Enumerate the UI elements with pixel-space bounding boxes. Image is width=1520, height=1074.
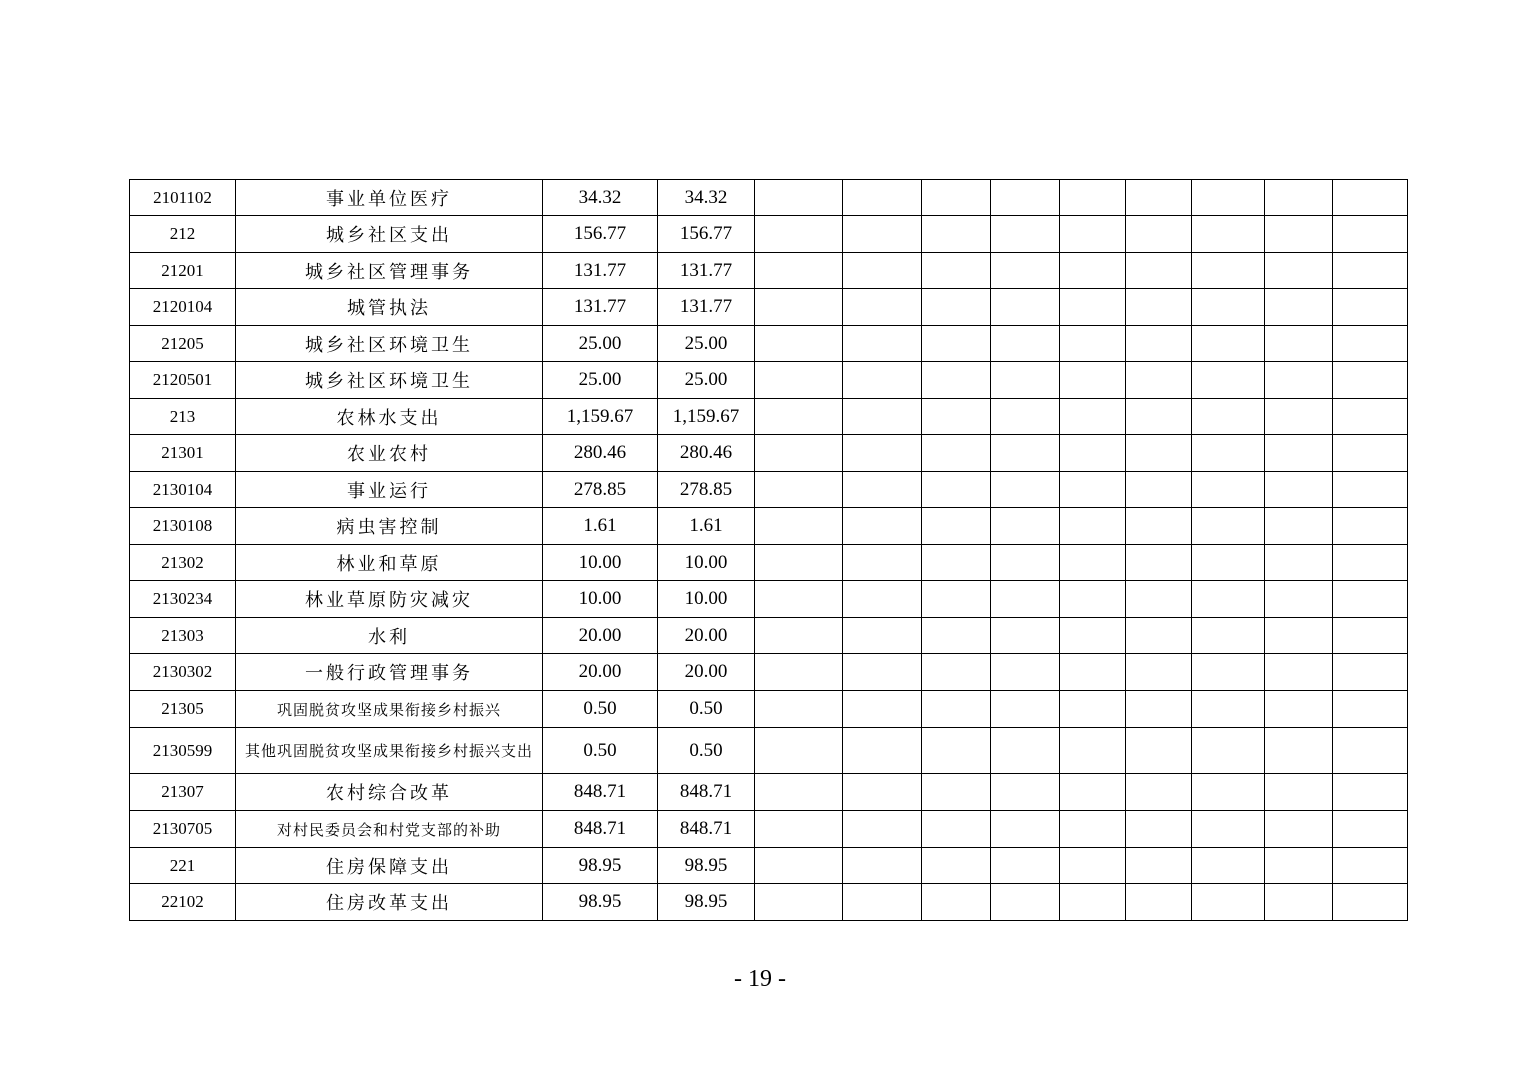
- empty-cell: [1126, 289, 1192, 326]
- basic-cell: 131.77: [658, 289, 755, 326]
- code-cell: 21205: [130, 326, 236, 362]
- empty-cell: [1060, 326, 1126, 362]
- empty-cell: [991, 508, 1060, 545]
- empty-cell: [843, 362, 922, 399]
- total-cell: 98.95: [543, 848, 658, 884]
- empty-cell: [991, 848, 1060, 884]
- code-cell: 2120501: [130, 362, 236, 399]
- empty-cell: [922, 545, 991, 581]
- table-row: [130, 253, 1408, 289]
- empty-cell: [1060, 884, 1126, 921]
- empty-cell: [1265, 581, 1333, 618]
- empty-cell: [843, 289, 922, 326]
- code-cell: 2130104: [130, 472, 236, 508]
- empty-cell: [1192, 253, 1265, 289]
- empty-cell: [1060, 545, 1126, 581]
- empty-cell: [755, 362, 843, 399]
- table-row: [130, 216, 1408, 253]
- code-cell: 2130599: [130, 728, 236, 774]
- basic-cell: 20.00: [658, 618, 755, 654]
- empty-cell: [1333, 618, 1408, 654]
- empty-cell: [843, 811, 922, 848]
- basic-cell: 98.95: [658, 884, 755, 921]
- empty-cell: [755, 848, 843, 884]
- empty-cell: [991, 811, 1060, 848]
- table-row: [130, 618, 1408, 654]
- empty-cell: [1333, 774, 1408, 811]
- name-cell: 一般行政管理事务: [236, 654, 543, 691]
- code-cell: 221: [130, 848, 236, 884]
- total-cell: 0.50: [543, 728, 658, 774]
- table-row: [130, 289, 1408, 326]
- basic-cell: 10.00: [658, 581, 755, 618]
- basic-cell: 848.71: [658, 811, 755, 848]
- table-row: [130, 326, 1408, 362]
- table-row: [130, 508, 1408, 545]
- empty-cell: [755, 618, 843, 654]
- empty-cell: [1192, 180, 1265, 216]
- name-cell: 城乡社区管理事务: [236, 253, 543, 289]
- empty-cell: [922, 618, 991, 654]
- code-cell: 21302: [130, 545, 236, 581]
- code-cell: 21307: [130, 774, 236, 811]
- empty-cell: [1060, 253, 1126, 289]
- empty-cell: [1192, 811, 1265, 848]
- table-row: [130, 472, 1408, 508]
- empty-cell: [1333, 654, 1408, 691]
- name-cell: 农林水支出: [236, 399, 543, 435]
- empty-cell: [1265, 289, 1333, 326]
- name-cell: 林业草原防灾减灾: [236, 581, 543, 618]
- empty-cell: [1126, 728, 1192, 774]
- table-row: [130, 399, 1408, 435]
- total-cell: 98.95: [543, 884, 658, 921]
- basic-cell: 34.32: [658, 180, 755, 216]
- empty-cell: [755, 774, 843, 811]
- empty-cell: [1192, 508, 1265, 545]
- empty-cell: [922, 399, 991, 435]
- empty-cell: [922, 691, 991, 728]
- name-cell: 其他巩固脱贫攻坚成果衔接乡村振兴支出: [236, 728, 543, 774]
- empty-cell: [922, 326, 991, 362]
- empty-cell: [922, 180, 991, 216]
- empty-cell: [755, 811, 843, 848]
- total-cell: 131.77: [543, 289, 658, 326]
- empty-cell: [1265, 774, 1333, 811]
- total-cell: 20.00: [543, 618, 658, 654]
- name-cell: 事业运行: [236, 472, 543, 508]
- code-cell: 22102: [130, 884, 236, 921]
- empty-cell: [991, 654, 1060, 691]
- name-cell: 城乡社区环境卫生: [236, 362, 543, 399]
- empty-cell: [1265, 691, 1333, 728]
- empty-cell: [1192, 728, 1265, 774]
- empty-cell: [1265, 180, 1333, 216]
- empty-cell: [1126, 472, 1192, 508]
- empty-cell: [922, 774, 991, 811]
- empty-cell: [922, 884, 991, 921]
- empty-cell: [1265, 508, 1333, 545]
- name-cell: 城乡社区环境卫生: [236, 326, 543, 362]
- empty-cell: [1333, 180, 1408, 216]
- total-cell: 848.71: [543, 811, 658, 848]
- empty-cell: [1126, 774, 1192, 811]
- name-cell: 水利: [236, 618, 543, 654]
- empty-cell: [843, 581, 922, 618]
- empty-cell: [1265, 472, 1333, 508]
- empty-cell: [1126, 545, 1192, 581]
- empty-cell: [1060, 216, 1126, 253]
- empty-cell: [1265, 253, 1333, 289]
- empty-cell: [1060, 180, 1126, 216]
- empty-cell: [1333, 435, 1408, 472]
- total-cell: 848.71: [543, 774, 658, 811]
- empty-cell: [755, 654, 843, 691]
- empty-cell: [1333, 508, 1408, 545]
- empty-cell: [755, 508, 843, 545]
- name-cell: 城乡社区支出: [236, 216, 543, 253]
- table-row: [130, 362, 1408, 399]
- empty-cell: [1192, 774, 1265, 811]
- code-cell: 2130302: [130, 654, 236, 691]
- empty-cell: [991, 362, 1060, 399]
- empty-cell: [1126, 253, 1192, 289]
- empty-cell: [843, 180, 922, 216]
- empty-cell: [843, 774, 922, 811]
- table-body: [130, 180, 1408, 921]
- empty-cell: [1265, 618, 1333, 654]
- basic-cell: 20.00: [658, 654, 755, 691]
- code-cell: 2101102: [130, 180, 236, 216]
- empty-cell: [843, 545, 922, 581]
- code-cell: 2130234: [130, 581, 236, 618]
- empty-cell: [1192, 399, 1265, 435]
- empty-cell: [843, 691, 922, 728]
- table-row: [130, 774, 1408, 811]
- empty-cell: [1126, 508, 1192, 545]
- empty-cell: [1126, 216, 1192, 253]
- empty-cell: [1265, 435, 1333, 472]
- empty-cell: [991, 435, 1060, 472]
- empty-cell: [991, 399, 1060, 435]
- name-cell: 住房保障支出: [236, 848, 543, 884]
- empty-cell: [1192, 216, 1265, 253]
- basic-cell: 98.95: [658, 848, 755, 884]
- empty-cell: [1333, 289, 1408, 326]
- empty-cell: [1126, 362, 1192, 399]
- code-cell: 21201: [130, 253, 236, 289]
- basic-cell: 131.77: [658, 253, 755, 289]
- empty-cell: [991, 253, 1060, 289]
- empty-cell: [1126, 691, 1192, 728]
- empty-cell: [755, 326, 843, 362]
- empty-cell: [1060, 774, 1126, 811]
- empty-cell: [1060, 362, 1126, 399]
- empty-cell: [1192, 581, 1265, 618]
- empty-cell: [1060, 435, 1126, 472]
- table-row: [130, 581, 1408, 618]
- table-row: [130, 435, 1408, 472]
- total-cell: 20.00: [543, 654, 658, 691]
- empty-cell: [991, 326, 1060, 362]
- empty-cell: [991, 216, 1060, 253]
- empty-cell: [1060, 728, 1126, 774]
- empty-cell: [922, 472, 991, 508]
- empty-cell: [843, 399, 922, 435]
- empty-cell: [1265, 848, 1333, 884]
- total-cell: 1,159.67: [543, 399, 658, 435]
- total-cell: 1.61: [543, 508, 658, 545]
- basic-cell: 1,159.67: [658, 399, 755, 435]
- total-cell: 0.50: [543, 691, 658, 728]
- table-row: [130, 691, 1408, 728]
- empty-cell: [1126, 435, 1192, 472]
- code-cell: 21303: [130, 618, 236, 654]
- empty-cell: [922, 728, 991, 774]
- table-row: [130, 180, 1408, 216]
- table-row: [130, 654, 1408, 691]
- empty-cell: [1192, 435, 1265, 472]
- empty-cell: [1333, 848, 1408, 884]
- empty-cell: [922, 362, 991, 399]
- empty-cell: [843, 728, 922, 774]
- empty-cell: [1333, 545, 1408, 581]
- empty-cell: [843, 472, 922, 508]
- code-cell: 2130108: [130, 508, 236, 545]
- empty-cell: [1333, 472, 1408, 508]
- total-cell: 10.00: [543, 545, 658, 581]
- empty-cell: [1060, 581, 1126, 618]
- empty-cell: [1192, 472, 1265, 508]
- empty-cell: [1192, 884, 1265, 921]
- table-row: [130, 728, 1408, 774]
- empty-cell: [1265, 884, 1333, 921]
- empty-cell: [1060, 618, 1126, 654]
- empty-cell: [843, 618, 922, 654]
- empty-cell: [1060, 289, 1126, 326]
- empty-cell: [922, 811, 991, 848]
- name-cell: 住房改革支出: [236, 884, 543, 921]
- empty-cell: [755, 180, 843, 216]
- empty-cell: [1126, 618, 1192, 654]
- empty-cell: [1126, 326, 1192, 362]
- name-cell: 农村综合改革: [236, 774, 543, 811]
- empty-cell: [755, 289, 843, 326]
- name-cell: 巩固脱贫攻坚成果衔接乡村振兴: [236, 691, 543, 728]
- table-row: [130, 884, 1408, 921]
- empty-cell: [922, 289, 991, 326]
- empty-cell: [922, 581, 991, 618]
- empty-cell: [1265, 545, 1333, 581]
- empty-cell: [843, 326, 922, 362]
- empty-cell: [1060, 691, 1126, 728]
- empty-cell: [991, 774, 1060, 811]
- basic-cell: 278.85: [658, 472, 755, 508]
- table-row: [130, 848, 1408, 884]
- empty-cell: [1192, 326, 1265, 362]
- empty-cell: [1265, 216, 1333, 253]
- empty-cell: [755, 216, 843, 253]
- empty-cell: [1060, 399, 1126, 435]
- empty-cell: [1060, 472, 1126, 508]
- empty-cell: [1126, 848, 1192, 884]
- empty-cell: [843, 884, 922, 921]
- total-cell: 131.77: [543, 253, 658, 289]
- empty-cell: [1126, 884, 1192, 921]
- empty-cell: [922, 508, 991, 545]
- empty-cell: [755, 472, 843, 508]
- empty-cell: [991, 618, 1060, 654]
- empty-cell: [843, 216, 922, 253]
- empty-cell: [991, 545, 1060, 581]
- empty-cell: [1265, 326, 1333, 362]
- empty-cell: [755, 435, 843, 472]
- basic-cell: 0.50: [658, 691, 755, 728]
- empty-cell: [1333, 362, 1408, 399]
- empty-cell: [922, 435, 991, 472]
- empty-cell: [991, 289, 1060, 326]
- empty-cell: [1192, 545, 1265, 581]
- empty-cell: [755, 399, 843, 435]
- empty-cell: [755, 728, 843, 774]
- empty-cell: [843, 435, 922, 472]
- empty-cell: [922, 654, 991, 691]
- empty-cell: [922, 848, 991, 884]
- empty-cell: [1333, 253, 1408, 289]
- total-cell: 34.32: [543, 180, 658, 216]
- code-cell: 213: [130, 399, 236, 435]
- code-cell: 2120104: [130, 289, 236, 326]
- total-cell: 10.00: [543, 581, 658, 618]
- total-cell: 156.77: [543, 216, 658, 253]
- empty-cell: [1265, 362, 1333, 399]
- basic-cell: 280.46: [658, 435, 755, 472]
- code-cell: 212: [130, 216, 236, 253]
- empty-cell: [991, 581, 1060, 618]
- total-cell: 278.85: [543, 472, 658, 508]
- empty-cell: [1126, 399, 1192, 435]
- total-cell: 25.00: [543, 362, 658, 399]
- code-cell: 21305: [130, 691, 236, 728]
- empty-cell: [1192, 289, 1265, 326]
- empty-cell: [1192, 362, 1265, 399]
- empty-cell: [1333, 691, 1408, 728]
- budget-table: [129, 179, 1408, 921]
- empty-cell: [922, 253, 991, 289]
- name-cell: 农业农村: [236, 435, 543, 472]
- empty-cell: [991, 884, 1060, 921]
- empty-cell: [1333, 728, 1408, 774]
- name-cell: 对村民委员会和村党支部的补助: [236, 811, 543, 848]
- code-cell: 21301: [130, 435, 236, 472]
- empty-cell: [1060, 508, 1126, 545]
- table-row: [130, 811, 1408, 848]
- empty-cell: [843, 848, 922, 884]
- empty-cell: [755, 884, 843, 921]
- empty-cell: [843, 508, 922, 545]
- empty-cell: [755, 581, 843, 618]
- empty-cell: [1265, 399, 1333, 435]
- basic-cell: 25.00: [658, 326, 755, 362]
- empty-cell: [755, 691, 843, 728]
- empty-cell: [1126, 180, 1192, 216]
- empty-cell: [922, 216, 991, 253]
- empty-cell: [1192, 691, 1265, 728]
- empty-cell: [1333, 216, 1408, 253]
- empty-cell: [1333, 884, 1408, 921]
- empty-cell: [755, 253, 843, 289]
- name-cell: 林业和草原: [236, 545, 543, 581]
- empty-cell: [1126, 811, 1192, 848]
- basic-cell: 25.00: [658, 362, 755, 399]
- empty-cell: [1060, 811, 1126, 848]
- empty-cell: [1333, 581, 1408, 618]
- empty-cell: [843, 654, 922, 691]
- total-cell: 25.00: [543, 326, 658, 362]
- empty-cell: [991, 472, 1060, 508]
- empty-cell: [1126, 654, 1192, 691]
- page-number: - 19 -: [734, 966, 786, 992]
- total-cell: 280.46: [543, 435, 658, 472]
- basic-cell: 156.77: [658, 216, 755, 253]
- empty-cell: [1192, 618, 1265, 654]
- basic-cell: 0.50: [658, 728, 755, 774]
- empty-cell: [991, 691, 1060, 728]
- basic-cell: 10.00: [658, 545, 755, 581]
- empty-cell: [755, 545, 843, 581]
- empty-cell: [991, 180, 1060, 216]
- name-cell: 城管执法: [236, 289, 543, 326]
- name-cell: 事业单位医疗: [236, 180, 543, 216]
- empty-cell: [1192, 848, 1265, 884]
- empty-cell: [1265, 811, 1333, 848]
- empty-cell: [1333, 326, 1408, 362]
- basic-cell: 1.61: [658, 508, 755, 545]
- empty-cell: [1060, 848, 1126, 884]
- empty-cell: [1265, 728, 1333, 774]
- code-cell: 2130705: [130, 811, 236, 848]
- basic-cell: 848.71: [658, 774, 755, 811]
- empty-cell: [1060, 654, 1126, 691]
- empty-cell: [1126, 581, 1192, 618]
- empty-cell: [1333, 399, 1408, 435]
- empty-cell: [1333, 811, 1408, 848]
- name-cell: 病虫害控制: [236, 508, 543, 545]
- empty-cell: [843, 253, 922, 289]
- table-row: [130, 545, 1408, 581]
- empty-cell: [1192, 654, 1265, 691]
- empty-cell: [991, 728, 1060, 774]
- empty-cell: [1265, 654, 1333, 691]
